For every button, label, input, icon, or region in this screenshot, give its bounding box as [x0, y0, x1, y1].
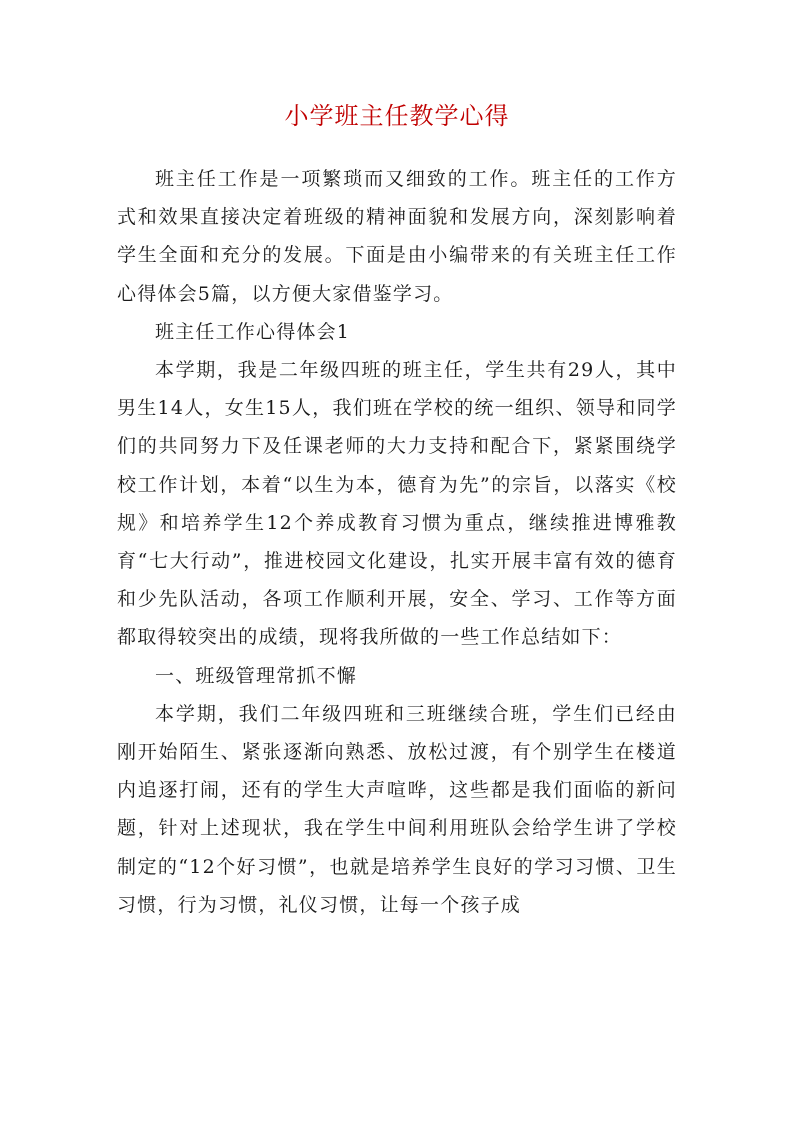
document-body — [117, 160, 677, 924]
paragraph-section-heading: 一、班级管理常抓不懈 — [155, 664, 358, 687]
paragraph-class-overview: 本学期，我是二年级四班的班主任，学生共有29人，其中男生14人，女生15人，我们班在学校的统一组织、领导和同学们的共同努力下及任课老师的大力支持和配合下，紧紧围绕学校工作计划，本着“以生为本，德育为先”的宗旨，以落实《校规》和培养学生12个养成教育习惯为重点，继续推进博雅教育“七大行动”，推进校园文化建设，扎实开展丰富有效的德育和少先队活动，各项工作顺利开展，安全、学习、工作等方面都取得较突出的成绩，现将我所做的一些工作总结如下： — [117, 359, 677, 649]
document-title: 小学班主任教学心得 — [284, 102, 510, 130]
paragraph-heading-1: 班主任工作心得体会1 — [155, 320, 351, 343]
paragraph-class-management: 本学期，我们二年级四班和三班继续合班，学生们已经由刚开始陌生、紧张逐渐向熟悉、放松过渡，有个别学生在楼道内追逐打闹，还有的学生大声喧哗，这些都是我们面临的新问题，针对上述现状，我在学生中间利用班队会给学生讲了学校制定的“12个好习惯”，也就是培养学生良好的学习习惯、卫生习惯，行为习惯，礼仪习惯，让每一个孩子成 — [117, 702, 677, 916]
paragraph-intro: 班主任工作是一项繁琐而又细致的工作。班主任的工作方式和效果直接决定着班级的精神面貌和发展方向，深刻影响着学生全面和充分的发展。下面是由小编带来的有关班主任工作心得体会5篇，以方便大家借鉴学习。 — [117, 168, 677, 305]
